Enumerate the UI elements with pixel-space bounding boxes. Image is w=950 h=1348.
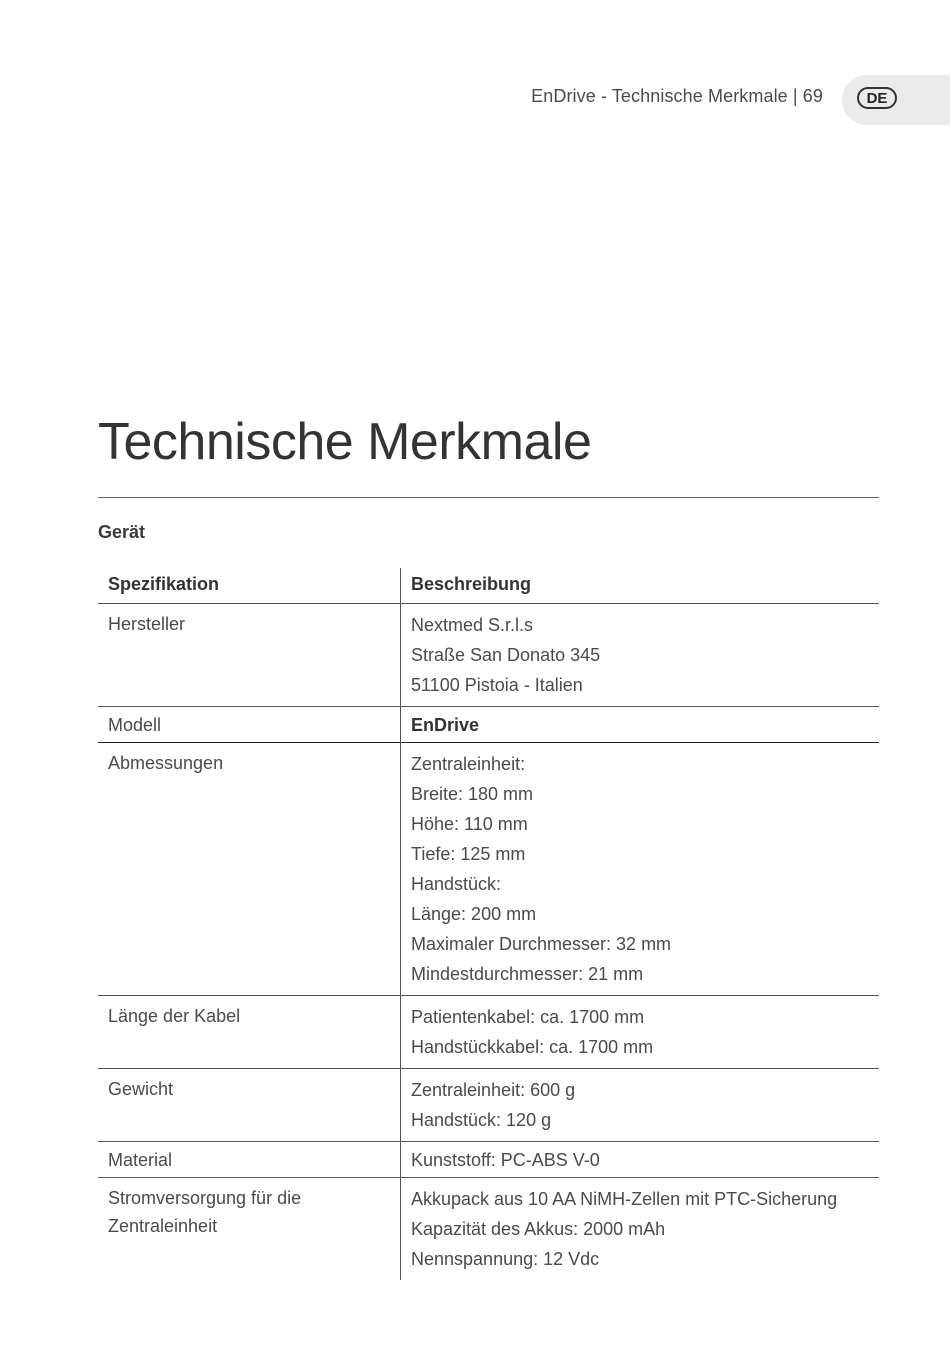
language-tab (842, 75, 950, 125)
description-line: Nennspannung: 12 Vdc (411, 1249, 600, 1269)
table-row (98, 707, 879, 743)
spec-cell: Material (98, 1142, 401, 1178)
column-header-spec: Spezifikation (98, 568, 401, 604)
description-line: Handstück: 120 g (411, 1110, 552, 1130)
spec-cell: Länge der Kabel (98, 996, 401, 1069)
description-line: Kapazität des Akkus: 2000 mAh (411, 1219, 666, 1239)
description-cell (401, 1178, 880, 1281)
description-line: Akkupack aus 10 AA NiMH-Zellen mit PTC-Sicherung (411, 1189, 838, 1209)
model-name: EnDrive (411, 715, 480, 735)
table-row (98, 1069, 879, 1142)
description-line: Zentraleinheit: 600 g (411, 1080, 576, 1100)
table-row (98, 996, 879, 1069)
spec-table (98, 568, 879, 1280)
description-cell (401, 1142, 880, 1178)
description-line: Patientenkabel: ca. 1700 mm (411, 1007, 645, 1027)
table-row (98, 743, 879, 996)
description-line: Nextmed S.r.l.s (411, 615, 534, 635)
description-cell (401, 604, 880, 707)
description-line: Zentraleinheit: (411, 754, 526, 774)
spec-cell: Stromversorgung für die Zentraleinheit (98, 1178, 401, 1281)
description-cell (401, 743, 880, 996)
description-line: Straße San Donato 345 (411, 645, 601, 665)
description-line: Maximaler Durchmesser: 32 mm (411, 934, 672, 954)
description-cell (401, 1069, 880, 1142)
table-row (98, 1142, 879, 1178)
spec-cell: Modell (98, 707, 401, 743)
description-cell (401, 996, 880, 1069)
spec-cell: Gewicht (98, 1069, 401, 1142)
description-line: Kunststoff: PC-ABS V-0 (411, 1150, 600, 1170)
section-heading: Gerät (98, 522, 146, 542)
page-title: Technische Merkmale (98, 413, 592, 471)
description-line: Länge: 200 mm (411, 904, 537, 924)
language-badge: DE (857, 87, 897, 109)
description-cell (401, 707, 880, 743)
title-divider (98, 497, 879, 498)
running-header: EnDrive - Technische Merkmale | 69 (531, 86, 823, 106)
description-line: Mindestdurchmesser: 21 mm (411, 964, 644, 984)
column-header-description: Beschreibung (411, 574, 532, 594)
spec-cell: Hersteller (98, 604, 401, 707)
table-header-row (98, 568, 879, 604)
description-line: Handstück: (411, 874, 502, 894)
table-row (98, 604, 879, 707)
description-line: Höhe: 110 mm (411, 814, 528, 834)
description-line: 51100 Pistoia - Italien (411, 675, 583, 695)
description-line: Tiefe: 125 mm (411, 844, 526, 864)
description-line: Breite: 180 mm (411, 784, 534, 804)
description-line: Handstückkabel: ca. 1700 mm (411, 1037, 654, 1057)
spec-cell: Abmessungen (98, 743, 401, 996)
table-row (98, 1178, 879, 1281)
